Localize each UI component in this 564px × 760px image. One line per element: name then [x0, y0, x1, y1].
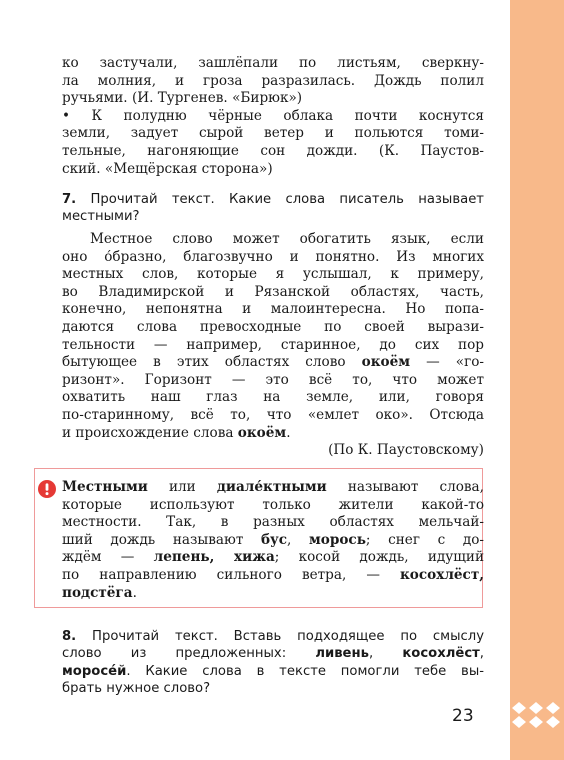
- exercise-8-task: [62, 628, 484, 698]
- text-line: по-старинному, всё то, что «емлет око». Отсюда: [62, 406, 484, 423]
- exercise-7-task: [62, 191, 484, 226]
- ornament-icon: [510, 700, 564, 730]
- text-line: 8. Прочитай текст. Вставь подходящее по смыслу: [62, 629, 484, 644]
- text-line: тельные, нагоняющие сон дожди. (К. Паустов-: [62, 142, 484, 159]
- text-line: слово из предложенных: ливень, косохлёст,: [62, 646, 484, 662]
- source-citation: (По К. Паустовскому): [328, 442, 484, 459]
- text-line: ризонт». Горизонт — это всё то, что может: [62, 371, 484, 388]
- text-line: тельности — например, старинное, до сих пор: [62, 336, 484, 353]
- text-line: ский. «Мещёрская сторона»): [62, 160, 273, 177]
- top-text-block: [62, 55, 484, 178]
- text-line: ручьями. (И. Тургенев. «Бирюк»): [62, 90, 303, 107]
- text-line: охватить наш глаз на земле, или, говоря: [62, 389, 484, 406]
- text-line: и происхождение слова окоём.: [62, 424, 291, 441]
- text-line: брать нужное слово?: [62, 681, 211, 697]
- key-word: окоём: [361, 354, 411, 371]
- text-line: ший дождь называют бус, морось; снег с до-: [62, 531, 484, 548]
- text-line: конечно, непонятна и малоинтересна. Но попа-: [62, 301, 484, 318]
- text-line: Местными или диале́ктными называют слова,: [62, 479, 484, 495]
- key-word: окоём: [237, 424, 287, 441]
- exercise-7-text: [62, 231, 484, 460]
- text-line: даются слова превосходные по своей вырази-: [62, 318, 484, 335]
- page-side-band: [510, 0, 564, 760]
- exercise-number: 8.: [62, 629, 77, 644]
- text-line: во Владимирской и Рязанской областях, часть,: [62, 283, 484, 300]
- rule-text: [62, 479, 484, 602]
- exclamation-icon: [38, 480, 56, 498]
- text-line: которые используют только жители какой-то: [62, 496, 484, 513]
- text-line: • К полудню чёрные облака почти коснутся: [62, 107, 484, 124]
- text-line: земли, задует сырой ветер и польются томи-: [62, 125, 484, 142]
- task-text: местными?: [62, 209, 140, 225]
- text-line: по направлению сильного ветра, — косохлёст,: [62, 566, 484, 583]
- text-line: местных слов, которые я услышал, к примеру,: [62, 266, 484, 283]
- text-line: местности. Так, в разных областях мельчай-: [62, 514, 484, 531]
- text-line: ко застучали, зашлёпали по листьям, сверкну-: [62, 55, 484, 71]
- exercise-number: 7.: [62, 192, 77, 207]
- text-line: ждём — лепень, хижа; косой дождь, идущий: [62, 549, 485, 566]
- page-number: 23: [452, 706, 474, 726]
- text-line: оно о́бразно, благозвучно и понятно. Из многих: [62, 248, 484, 265]
- text-line: моросе́й. Какие слова в тексте помогли тебе вы-: [62, 663, 484, 679]
- text-line: подстёга.: [62, 584, 137, 601]
- text-line: Местное слово может обогатить язык, если: [90, 231, 484, 247]
- text-line: ла молния, и гроза разразилась. Дождь полил: [62, 72, 484, 89]
- task-text: Прочитай текст. Какие слова писатель называет: [90, 192, 484, 207]
- text-line: бытующее в этих областях слово окоём — «го-: [62, 354, 484, 371]
